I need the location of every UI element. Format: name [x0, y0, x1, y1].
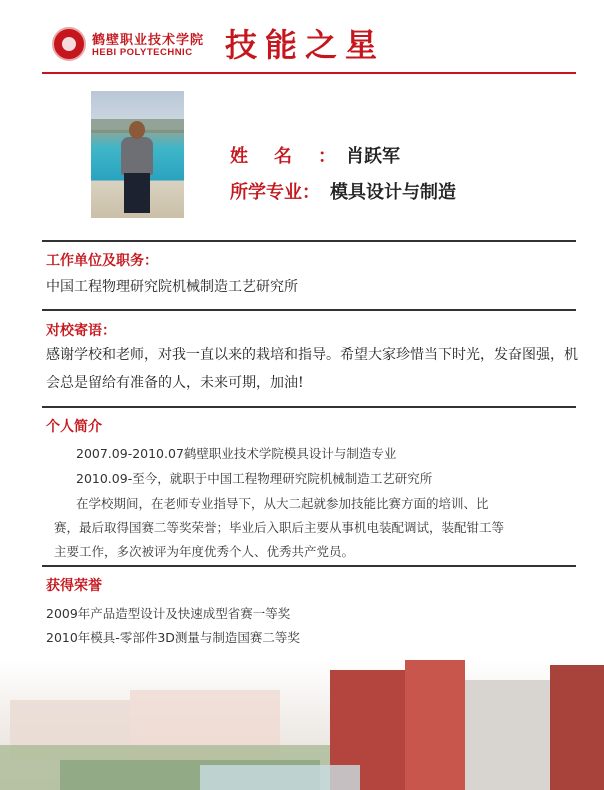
major-label: 所学专业 — [230, 182, 302, 203]
bio-heading: 个人简介 — [46, 419, 102, 435]
honor-item: 2009年产品造型设计及快速成型省赛一等奖 — [46, 606, 291, 621]
section-divider — [42, 406, 576, 408]
message-heading: 对校寄语： — [46, 323, 116, 339]
bio-line: 2007.09-2010.07鹤壁职业技术学院模具设计与制造专业 — [76, 446, 397, 461]
major-colon: ： — [302, 182, 320, 203]
name-label: 姓名 — [230, 146, 318, 167]
campus-illustration — [0, 660, 604, 790]
page-title: 技能之星 — [225, 26, 386, 64]
name-row — [230, 142, 400, 168]
bio-line: 在学校期间，在老师专业指导下，从大二起就参加技能比赛方面的培训、比 — [76, 496, 489, 511]
bio-line: 2010.09-至今，就职于中国工程物理研究院机械制造工艺研究所 — [76, 471, 433, 486]
major-value: 模具设计与制造 — [330, 182, 456, 203]
section-divider — [42, 240, 576, 242]
honor-item: 2010年模具-零部件3D测量与制造国赛二等奖 — [46, 630, 300, 645]
section-divider — [42, 309, 576, 311]
school-name-en: HEBI POLYTECHNIC — [92, 47, 193, 58]
message-text: 感谢学校和老师，对我一直以来的栽培和指导。希望大家珍惜当下时光，发奋图强，机会总是留给有准备的人，未来可期，加油! — [46, 347, 578, 391]
work-heading: 工作单位及职务： — [46, 253, 158, 269]
header-divider — [42, 72, 576, 74]
portrait-photo — [91, 91, 184, 218]
bio-line: 主要工作，多次被评为年度优秀个人、优秀共产党员。 — [54, 544, 355, 559]
bio-line: 赛，最后取得国赛二等奖荣誉；毕业后入职后主要从事机电装配调试，装配钳工等 — [54, 520, 505, 535]
section-divider — [42, 565, 576, 567]
major-row — [230, 178, 456, 204]
school-logo-icon — [52, 27, 86, 61]
name-colon: ： — [318, 146, 336, 167]
name-value: 肖跃军 — [346, 146, 400, 167]
work-value: 中国工程物理研究院机械制造工艺研究所 — [46, 279, 298, 295]
honors-heading: 获得荣誉 — [46, 578, 102, 594]
school-name-cn: 鹤壁职业技术学院 — [92, 33, 205, 48]
page-header — [0, 0, 604, 80]
